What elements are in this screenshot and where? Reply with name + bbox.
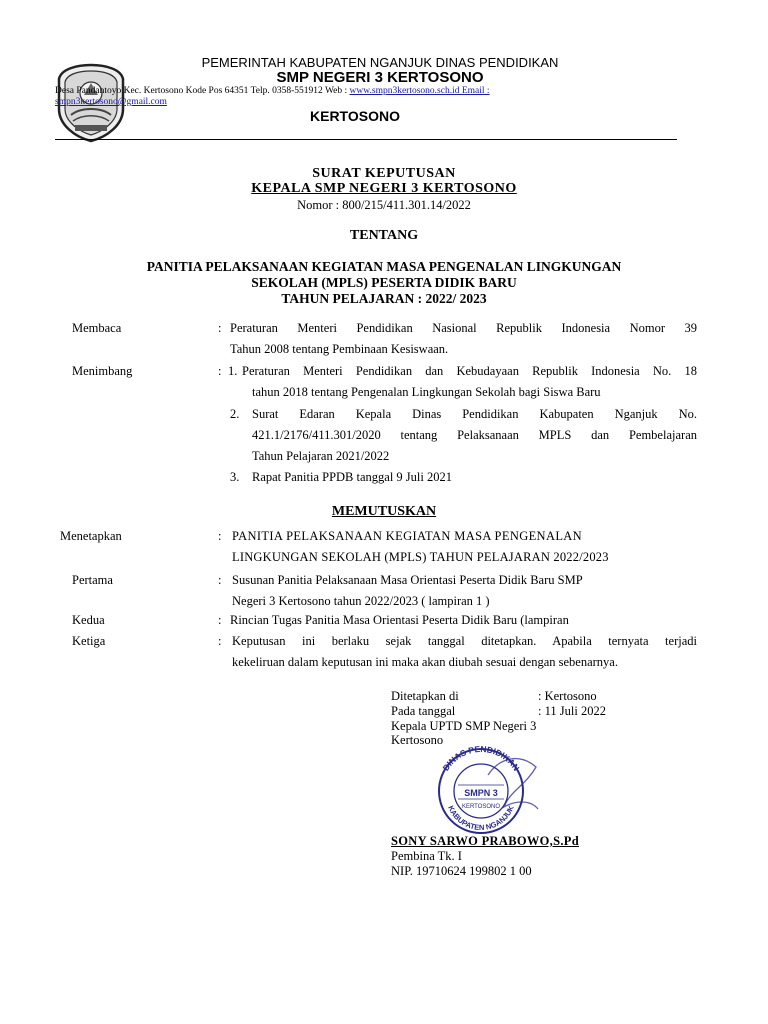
ketiga-line-1: Keputusan ini berlaku sejak tanggal ditetapkan. Apabila ternyata terjadi — [232, 634, 697, 648]
pertama-line-1: Susunan Panitia Pelaksanaan Masa Orientasi Peserta Didik Baru SMP — [232, 573, 583, 587]
pertama-sep: : — [218, 573, 222, 587]
kedua-sep: : — [218, 613, 222, 627]
ditetapkan-label: Ditetapkan di — [391, 689, 459, 703]
menimbang-item-2-line-1: Surat Edaran Kepala Dinas Pendidikan Kabupaten Nganjuk No. — [252, 407, 697, 421]
doc-title-sub-text: KEPALA SMP NEGERI 3 KERTOSONO — [251, 181, 517, 196]
tanggal-label: Pada tanggal — [391, 704, 456, 718]
ketiga-sep: : — [218, 634, 222, 648]
kedua-line-1: Rincian Tugas Panitia Masa Orientasi Peserta Didik Baru (lampiran — [230, 613, 569, 627]
membaca-line-1: Peraturan Menteri Pendidikan Nasional Republik Indonesia Nomor 39 — [230, 321, 697, 335]
signer-position-1: Kepala UPTD SMP Negeri 3 — [391, 719, 537, 733]
signer-name-text: SONY SARWO PRABOWO,S.Pd — [391, 834, 579, 848]
menimbang-item-1-line-2: tahun 2018 tentang Pengenalan Lingkungan Sekolah bagi Siswa Baru — [252, 385, 601, 399]
tanggal-value: : 11 Juli 2022 — [538, 704, 606, 718]
svg-text:KABUPATEN NGANJUK: KABUPATEN NGANJUK — [446, 804, 516, 833]
stamp-center-top: SMPN 3 — [464, 788, 498, 798]
ditetapkan-value: : Kertosono — [538, 689, 597, 703]
kop-line-1: PEMERINTAH KABUPATEN NGANJUK DINAS PENDIDIKAN — [201, 55, 559, 70]
pertama-label: Pertama — [72, 573, 113, 587]
kop-city: KERTOSONO — [310, 108, 400, 124]
menetapkan-sep: : — [218, 529, 222, 543]
menimbang-item-1-line-1: Peraturan Menteri Pendidikan dan Kebudayaan Republik Indonesia No. 18 — [242, 364, 697, 378]
membaca-label: Membaca — [72, 321, 122, 335]
subject-line-1: PANITIA PELAKSANAAN KEGIATAN MASA PENGENALAN LINGKUNGAN — [146, 259, 622, 274]
memutuskan-heading — [0, 504, 768, 520]
signer-nip: NIP. 19710624 199802 1 00 — [391, 864, 532, 878]
email-link[interactable]: smpn3kertosono@gmail.com — [55, 97, 167, 107]
email-label: Email : — [459, 86, 490, 96]
memutuskan-text: MEMUTUSKAN — [331, 504, 437, 519]
membaca-line-2: Tahun 2008 tentang Pembinaan Kesiswaan. — [230, 342, 449, 356]
signer-rank: Pembina Tk. I — [391, 849, 462, 863]
doc-title-sub — [0, 181, 768, 197]
menetapkan-label: Menetapkan — [60, 529, 122, 543]
signer-name — [391, 834, 579, 849]
ketiga-label: Ketiga — [72, 634, 106, 648]
subject-line-2: SEKOLAH (MPLS) PESERTA DIDIK BARU — [251, 275, 517, 290]
menimbang-item-2-num: 2. — [230, 407, 240, 421]
official-stamp — [418, 745, 544, 835]
menimbang-item-3-num: 3. — [230, 470, 240, 484]
website-link[interactable]: www.smpn3kertosono.sch.id — [349, 86, 460, 96]
doc-title: SURAT KEPUTUSAN — [312, 166, 456, 181]
subject-line-3: TAHUN PELAJARAN : 2022/ 2023 — [281, 291, 487, 306]
menetapkan-line-1: PANITIA PELAKSANAAN KEGIATAN MASA PENGENALAN — [232, 529, 583, 543]
tentang-heading: TENTANG — [349, 228, 419, 243]
menimbang-sep: : — [218, 364, 222, 378]
menimbang-label: Menimbang — [72, 364, 133, 378]
address-text: Desa Pandantoyo Kec. Kertosono Kode Pos 64351 Telp. 0358-551912 Web : — [55, 86, 350, 96]
menimbang-item-1-num: 1. — [228, 364, 238, 378]
signer-position-2: Kertosono — [391, 733, 444, 747]
school-name: SMP NEGERI 3 KERTOSONO — [276, 69, 484, 86]
menimbang-item-3-line-1: Rapat Panitia PPDB tanggal 9 Juli 2021 — [252, 470, 452, 484]
menetapkan-line-2: LINGKUNGAN SEKOLAH (MPLS) TAHUN PELAJARAN 2022/2023 — [232, 550, 609, 564]
menimbang-item-2-line-3: Tahun Pelajaran 2021/2022 — [252, 449, 390, 463]
doc-number: Nomor : 800/215/411.301.14/2022 — [297, 198, 471, 212]
svg-text:DINAS PENDIDIKAN: DINAS PENDIDIKAN — [440, 745, 522, 773]
pertama-line-2: Negeri 3 Kertosono tahun 2022/2023 ( lampiran 1 ) — [232, 594, 490, 608]
menimbang-item-2-line-2: 421.1/2176/411.301/2020 tentang Pelaksanaan MPLS dan Pembelajaran — [252, 428, 697, 442]
membaca-sep: : — [218, 321, 222, 335]
stamp-center-bottom: KERTOSONO — [461, 804, 501, 810]
kedua-label: Kedua — [72, 613, 105, 627]
kop-address — [55, 86, 595, 108]
ketiga-line-2: kekeliruan dalam keputusan ini maka akan diubah sesuai dengan sebenarnya. — [232, 655, 618, 669]
kop-divider — [55, 139, 677, 140]
